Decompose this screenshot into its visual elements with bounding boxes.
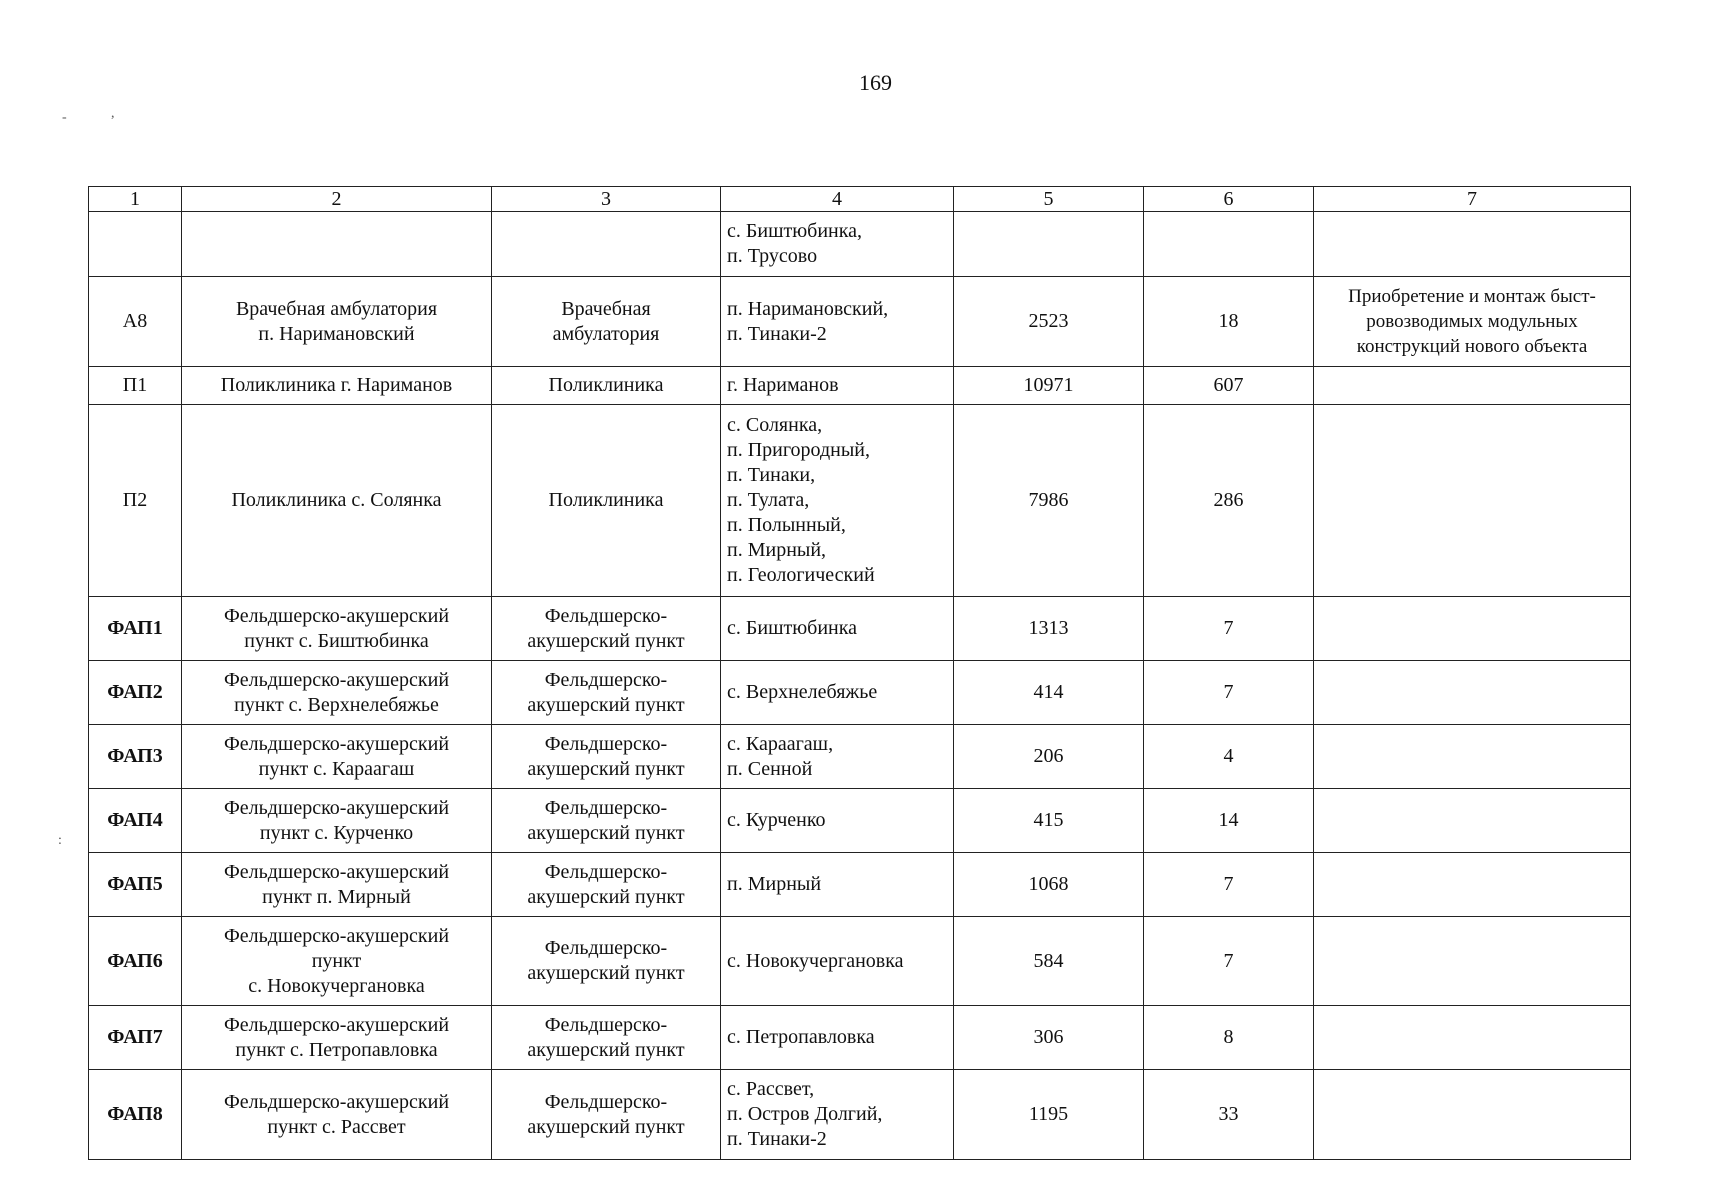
- facility-name: Врачебная амбулатория п. Наримановский: [182, 277, 492, 367]
- facility-type: Фельдшерско- акушерский пункт: [492, 853, 721, 917]
- facility-name: Поликлиника г. Нариманов: [182, 367, 492, 405]
- population-value: [954, 212, 1144, 277]
- population-value: 306: [954, 1006, 1144, 1070]
- note: [1314, 1006, 1631, 1070]
- served-localities: с. Рассвет, п. Остров Долгий, п. Тинаки-2: [721, 1070, 954, 1160]
- facility-code: П2: [89, 405, 182, 597]
- count-value: 7: [1144, 597, 1314, 661]
- count-value: 7: [1144, 853, 1314, 917]
- served-localities: с. Караагаш, п. Сенной: [721, 725, 954, 789]
- facility-code: ФАП7: [89, 1006, 182, 1070]
- facility-type: [492, 212, 721, 277]
- count-value: 14: [1144, 789, 1314, 853]
- note: [1314, 405, 1631, 597]
- note: [1314, 1070, 1631, 1160]
- facility-type: Фельдшерско- акушерский пункт: [492, 789, 721, 853]
- population-value: 415: [954, 789, 1144, 853]
- count-value: 286: [1144, 405, 1314, 597]
- facility-type: Фельдшерско- акушерский пункт: [492, 661, 721, 725]
- facilities-table: [88, 186, 1631, 1160]
- page-number: 169: [859, 70, 892, 95]
- table-row: [89, 597, 1631, 661]
- facility-name: Фельдшерско-акушерский пункт с. Рассвет: [182, 1070, 492, 1160]
- facility-code: [89, 212, 182, 277]
- table-row: [89, 212, 1631, 277]
- table-row: [89, 917, 1631, 1006]
- served-localities: с. Биштюбинка: [721, 597, 954, 661]
- column-number-row: [89, 187, 1631, 212]
- facility-code: ФАП4: [89, 789, 182, 853]
- table-row: [89, 661, 1631, 725]
- facility-code: ФАП2: [89, 661, 182, 725]
- facility-name: Фельдшерско-акушерский пункт с. Новокучергановка: [182, 917, 492, 1006]
- population-value: 10971: [954, 367, 1144, 405]
- count-value: [1144, 212, 1314, 277]
- note: [1314, 725, 1631, 789]
- facility-name: Поликлиника с. Солянка: [182, 405, 492, 597]
- served-localities: с. Курченко: [721, 789, 954, 853]
- facility-type: Фельдшерско- акушерский пункт: [492, 917, 721, 1006]
- note: [1314, 597, 1631, 661]
- note: [1314, 212, 1631, 277]
- facility-type: Фельдшерско- акушерский пункт: [492, 1070, 721, 1160]
- facility-type: Фельдшерско- акушерский пункт: [492, 597, 721, 661]
- count-value: 33: [1144, 1070, 1314, 1160]
- served-localities: с. Солянка, п. Пригородный, п. Тинаки, п. Тулата, п. Полынный, п. Мирный, п. Геологический: [721, 405, 954, 597]
- population-value: 584: [954, 917, 1144, 1006]
- facility-code: ФАП1: [89, 597, 182, 661]
- column-header: 3: [492, 187, 721, 212]
- column-header: 7: [1314, 187, 1631, 212]
- facility-type: Врачебная амбулатория: [492, 277, 721, 367]
- count-value: 607: [1144, 367, 1314, 405]
- facility-code: П1: [89, 367, 182, 405]
- facility-type: Поликлиника: [492, 405, 721, 597]
- facility-name: Фельдшерско-акушерский пункт с. Караагаш: [182, 725, 492, 789]
- facility-type: Фельдшерско- акушерский пункт: [492, 1006, 721, 1070]
- table-row: [89, 367, 1631, 405]
- count-value: 4: [1144, 725, 1314, 789]
- facility-name: Фельдшерско-акушерский пункт с. Верхнелебяжье: [182, 661, 492, 725]
- facility-name: [182, 212, 492, 277]
- facility-type: Фельдшерско- акушерский пункт: [492, 725, 721, 789]
- served-localities: г. Нариманов: [721, 367, 954, 405]
- count-value: 8: [1144, 1006, 1314, 1070]
- facility-code: ФАП5: [89, 853, 182, 917]
- note: Приобретение и монтаж быст- ровозводимых модульных конструкций нового объекта: [1314, 277, 1631, 367]
- note: [1314, 661, 1631, 725]
- population-value: 414: [954, 661, 1144, 725]
- column-header: 1: [89, 187, 182, 212]
- scan-speck: ,: [111, 106, 115, 121]
- count-value: 7: [1144, 917, 1314, 1006]
- column-header: 6: [1144, 187, 1314, 212]
- column-header: 2: [182, 187, 492, 212]
- facility-type: Поликлиника: [492, 367, 721, 405]
- table-row: [89, 853, 1631, 917]
- table-row: [89, 1006, 1631, 1070]
- count-value: 18: [1144, 277, 1314, 367]
- facility-code: А8: [89, 277, 182, 367]
- table-row: [89, 1070, 1631, 1160]
- scan-speck: :: [58, 833, 62, 848]
- note: [1314, 367, 1631, 405]
- population-value: 206: [954, 725, 1144, 789]
- population-value: 2523: [954, 277, 1144, 367]
- served-localities: п. Мирный: [721, 853, 954, 917]
- served-localities: с. Биштюбинка, п. Трусово: [721, 212, 954, 277]
- column-header: 5: [954, 187, 1144, 212]
- facility-code: ФАП6: [89, 917, 182, 1006]
- population-value: 1195: [954, 1070, 1144, 1160]
- facility-name: Фельдшерско-акушерский пункт с. Курченко: [182, 789, 492, 853]
- facility-code: ФАП8: [89, 1070, 182, 1160]
- facility-name: Фельдшерско-акушерский пункт п. Мирный: [182, 853, 492, 917]
- column-header: 4: [721, 187, 954, 212]
- table-row: [89, 405, 1631, 597]
- population-value: 1313: [954, 597, 1144, 661]
- facility-name: Фельдшерско-акушерский пункт с. Биштюбинка: [182, 597, 492, 661]
- scan-speck: -: [62, 110, 67, 125]
- facility-code: ФАП3: [89, 725, 182, 789]
- table-row: [89, 725, 1631, 789]
- served-localities: с. Верхнелебяжье: [721, 661, 954, 725]
- table-row: [89, 789, 1631, 853]
- population-value: 7986: [954, 405, 1144, 597]
- facility-name: Фельдшерско-акушерский пункт с. Петропавловка: [182, 1006, 492, 1070]
- note: [1314, 789, 1631, 853]
- note: [1314, 917, 1631, 1006]
- served-localities: с. Новокучергановка: [721, 917, 954, 1006]
- table-row: [89, 277, 1631, 367]
- served-localities: п. Наримановский, п. Тинаки-2: [721, 277, 954, 367]
- population-value: 1068: [954, 853, 1144, 917]
- count-value: 7: [1144, 661, 1314, 725]
- note: [1314, 853, 1631, 917]
- served-localities: с. Петропавловка: [721, 1006, 954, 1070]
